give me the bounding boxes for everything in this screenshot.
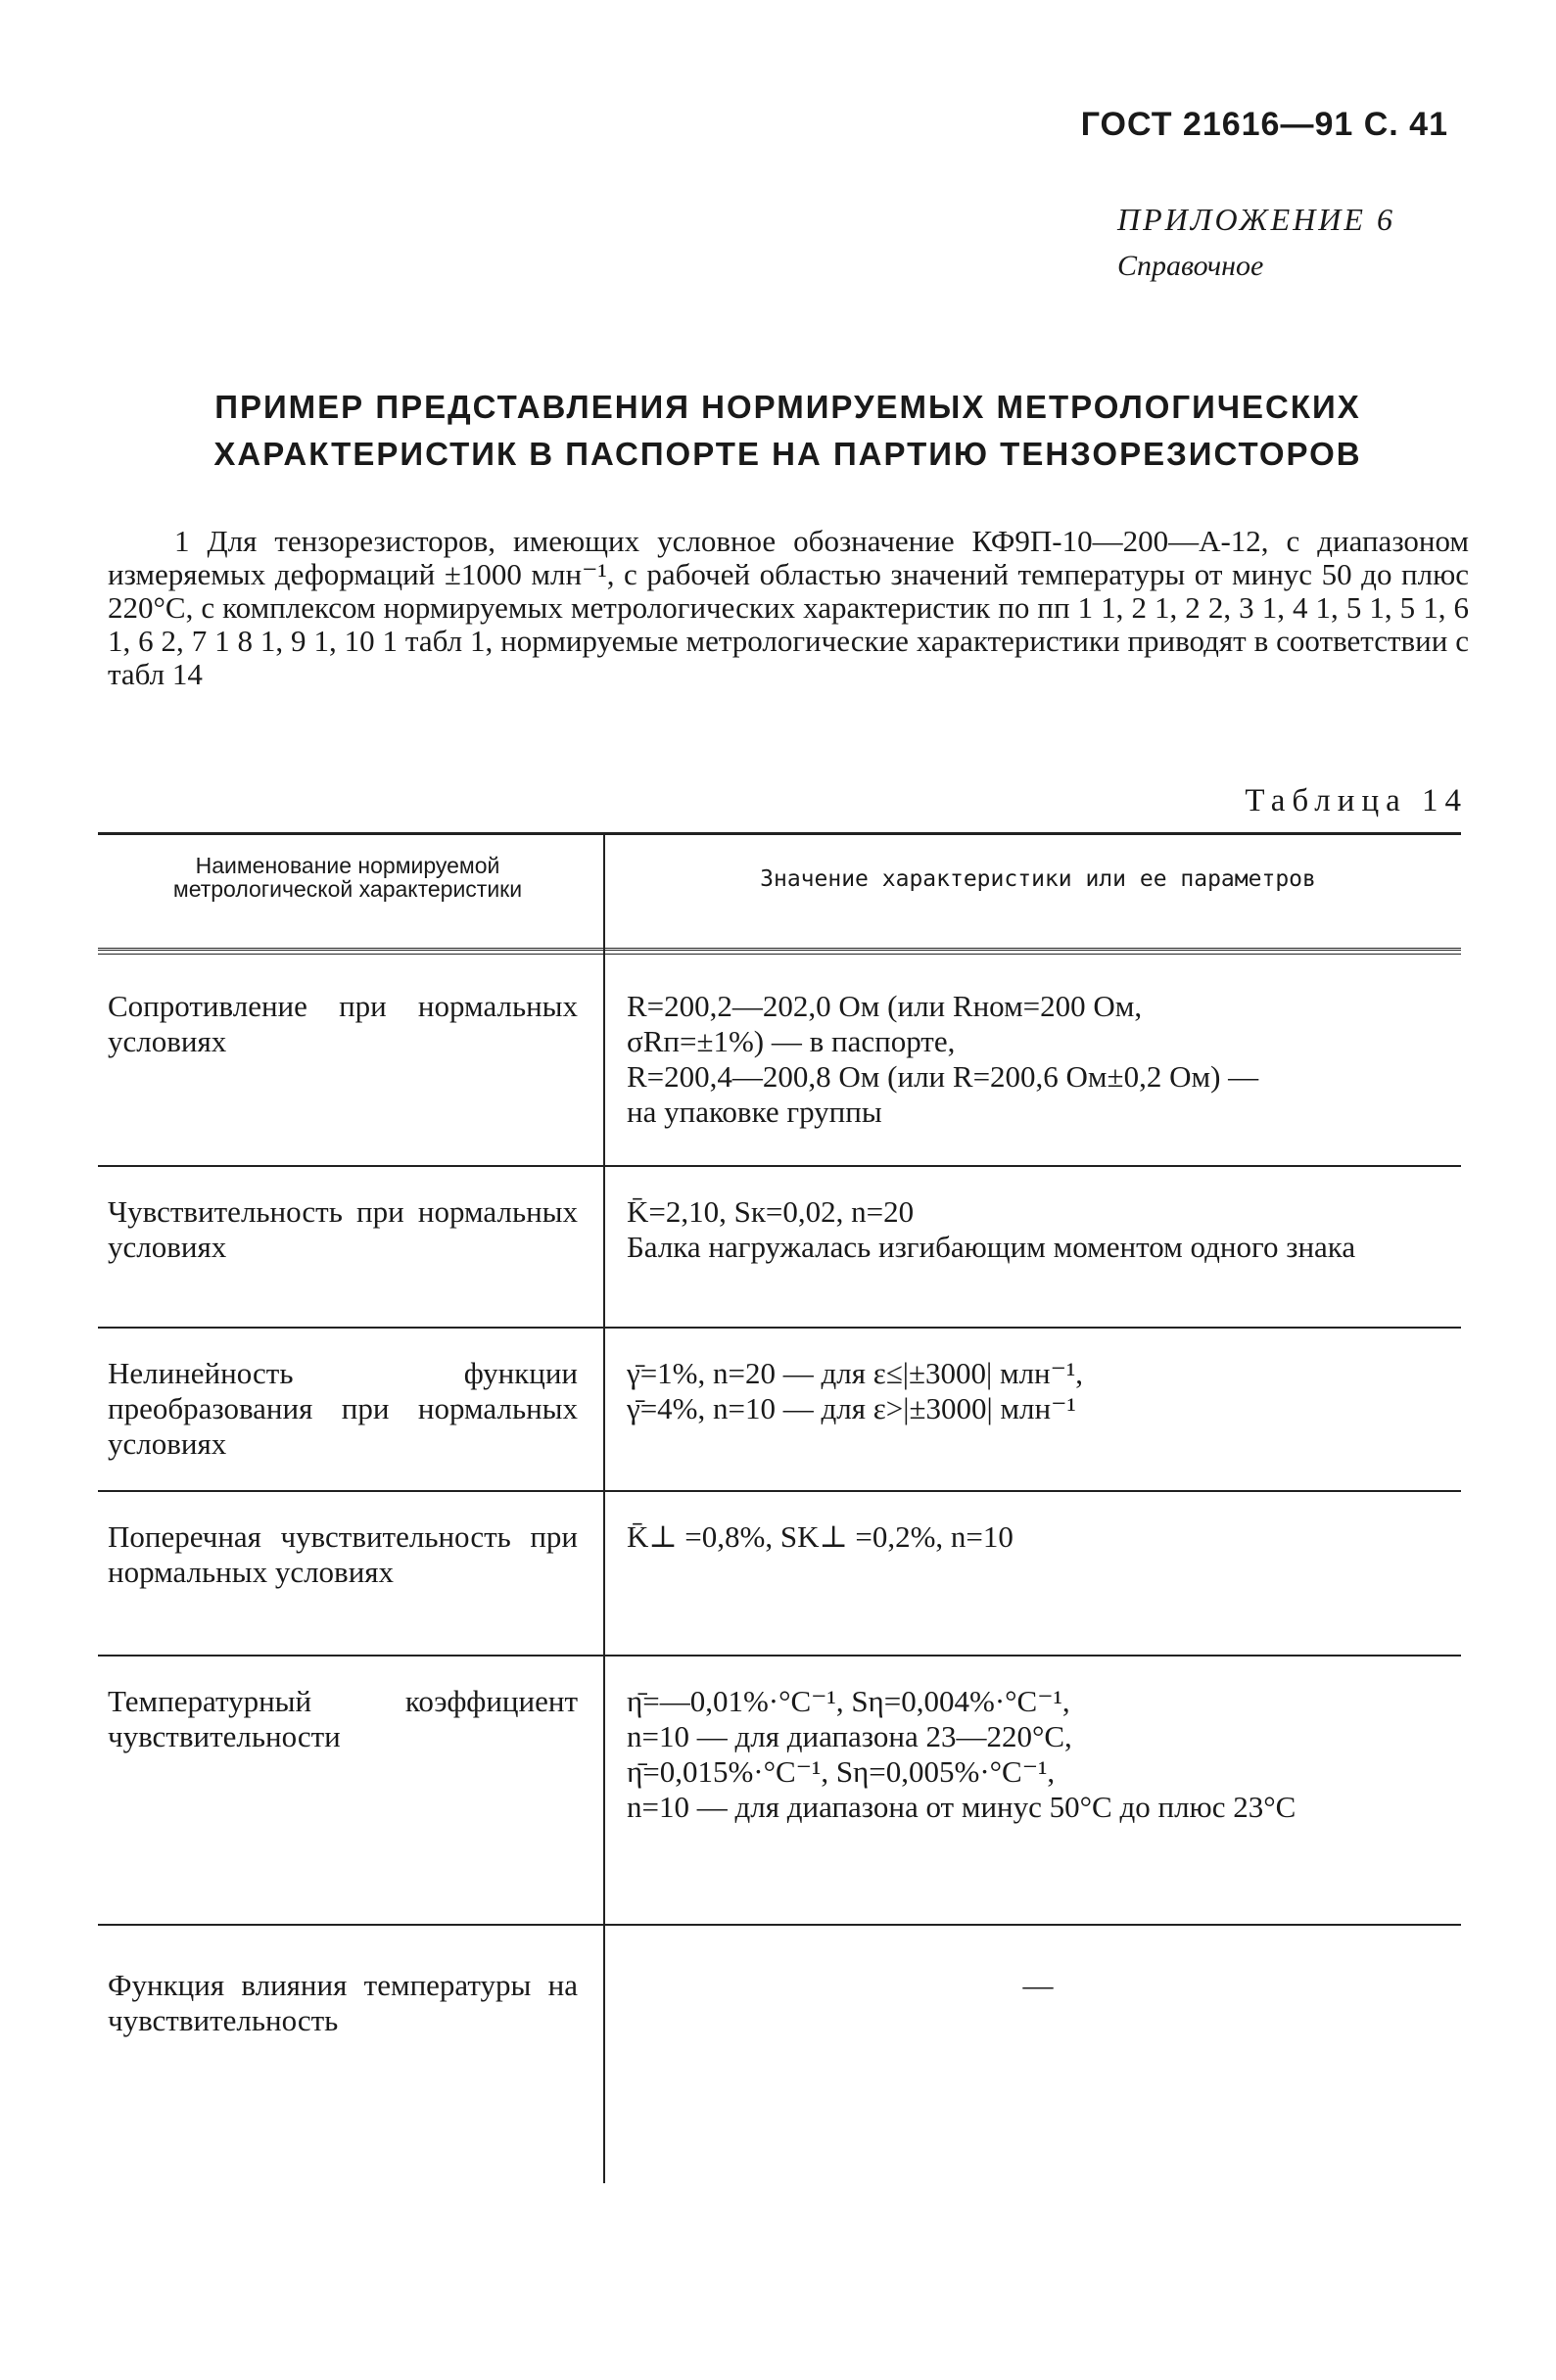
table-caption: Таблица 14 [1245,783,1468,818]
page-header: ГОСТ 21616—91 С. 41 [1080,106,1448,143]
title-line-1: ПРИМЕР ПРЕДСТАВЛЕНИЯ НОРМИРУЕМЫХ МЕТРОЛОГИЧЕСКИХ [214,389,1361,425]
row-value-line: σRп=±1%) — в паспорте, [627,1024,956,1058]
row-value-line: K̄=2,10, Sк=0,02, n=20 [627,1194,915,1229]
row-separator [98,1165,1461,1167]
row-separator [98,1490,1461,1492]
appendix-type: Справочное [1117,250,1264,282]
row-separator [98,1327,1461,1329]
row-name: Нелинейность функции преобразования при нормальных условиях [108,1356,578,1461]
row-value-line: n=10 — для диапазона от минус 50°С до плюс 23°С [627,1790,1297,1824]
row-value-line: R=200,4—200,8 Ом (или R=200,6 Ом±0,2 Ом) — [627,1059,1259,1094]
characteristics-table [98,832,1461,2183]
row-values [627,1684,1449,1825]
row-name: Поперечная чувствительность при нормальных условиях [108,1519,578,1589]
row-value-line: γ̄=1%, n=20 — для ε≤|±3000| млн⁻¹, [627,1356,1084,1390]
table-header-value: Значение характеристики или ее параметров [760,866,1316,892]
row-value-line: — [1022,1968,1054,2002]
row-separator [98,1655,1461,1657]
title-line-2: ХАРАКТЕРИСТИК В ПАСПОРТЕ НА ПАРТИЮ ТЕНЗОРЕЗИСТОРОВ [213,436,1362,472]
appendix-block [1117,196,1470,290]
appendix-title: ПРИЛОЖЕНИЕ 6 [1117,202,1395,237]
row-name: Сопротивление при нормальных условиях [108,989,578,1058]
row-value-line: η̄=—0,01%·°С⁻¹, Sη=0,004%·°С⁻¹, [627,1684,1070,1718]
row-values [627,1194,1449,1265]
row-value-line: на упаковке группы [627,1095,882,1129]
table-top-rule [98,832,1461,835]
row-name: Чувствительность при нормальных условиях [108,1194,578,1264]
row-values [627,1356,1449,1426]
row-values [627,1968,1449,2003]
row-value-line: η̄=0,015%·°С⁻¹, Sη=0,005%·°С⁻¹, [627,1754,1056,1789]
row-value-line: Балка нагружалась изгибающим моментом одного знака [627,1230,1356,1264]
row-value-line: K̄⊥ =0,8%, SK⊥ =0,2%, n=10 [627,1519,1014,1554]
row-value-line: γ̄=4%, n=10 — для ε>|±3000| млн⁻¹ [627,1391,1076,1425]
row-separator [98,1924,1461,1926]
table-header-name: Наименование нормируемой метрологической характеристики [172,853,523,902]
body-paragraph: 1 Для тензорезисторов, имеющих условное обозначение КФ9П-10—200—А-12, с диапазоном измеряемых деформаций ±1000 млн⁻¹, с рабочей областью значений температуры от минус 50 до плюс 220°С, с комплексом нормируемых метрологических характеристик по пп 1 1, 2 1, 2 2, 3 1, 4 1, 5 1, 5 1, 6 1, 6 2, 7 1 8 1, 9 1, 10 1 табл 1, нормируемые метрологические характеристики приводят в соответствии с табл 14 [108,524,1469,691]
row-value-line: R=200,2—202,0 Ом (или Rном=200 Ом, [627,989,1143,1023]
row-values [627,989,1449,1130]
row-value-line: n=10 — для диапазона 23—220°С, [627,1719,1072,1753]
document-title [108,384,1468,478]
row-name: Температурный коэффициент чувствительности [108,1684,578,1753]
table-header-rule [98,948,1461,955]
row-name: Функция влияния температуры на чувствительность [108,1968,578,2037]
row-values [627,1519,1449,1555]
table-column-divider [603,832,605,2183]
